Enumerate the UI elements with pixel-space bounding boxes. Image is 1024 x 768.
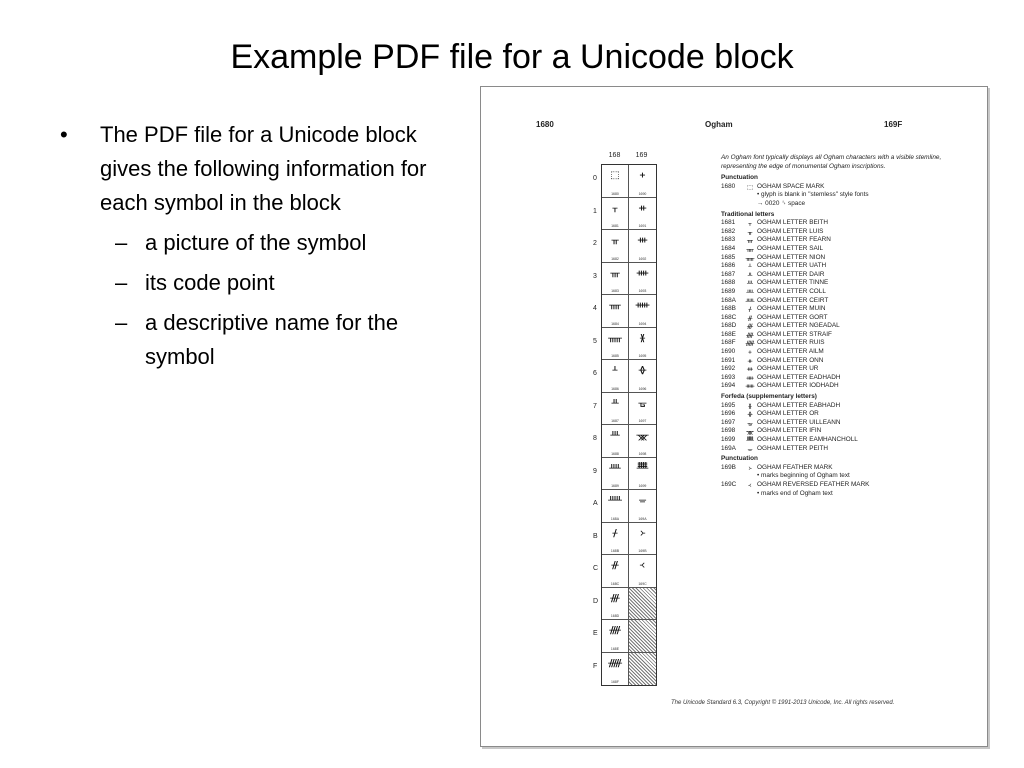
code-chart-grid bbox=[593, 164, 657, 686]
code-point: 168F bbox=[611, 680, 619, 684]
name-entry bbox=[721, 436, 971, 445]
glyph-cell bbox=[629, 490, 656, 522]
row-label: 6 bbox=[593, 370, 597, 377]
row-label: D bbox=[593, 597, 599, 605]
name-entry bbox=[721, 464, 971, 473]
entry-glyph: ᚏ bbox=[745, 339, 755, 348]
entry-glyph: ᚐ bbox=[748, 348, 752, 357]
code-point: 1689 bbox=[611, 484, 619, 488]
entry-note: → 0020 ␠ space bbox=[757, 199, 806, 207]
entry-code: 1680 bbox=[721, 182, 736, 190]
entry-name: OGHAM LETTER LUIS bbox=[757, 227, 824, 235]
entry-name: OGHAM LETTER GORT bbox=[757, 313, 828, 321]
entry-glyph: ᚄ bbox=[746, 244, 754, 253]
name-entry bbox=[721, 348, 971, 357]
entry-name: OGHAM REVERSED FEATHER MARK bbox=[757, 480, 870, 488]
glyph: ᚉ bbox=[609, 462, 621, 474]
entry-code: 1688 bbox=[721, 279, 736, 287]
name-entry bbox=[721, 322, 971, 331]
code-chart-row bbox=[593, 523, 656, 556]
code-chart-row bbox=[593, 263, 656, 296]
sub-bullet-text: a picture of the symbol bbox=[145, 230, 367, 255]
name-entry bbox=[721, 402, 971, 411]
glyph-cell bbox=[602, 360, 629, 392]
entry-note: • marks end of Ogham text bbox=[757, 489, 833, 497]
entry-glyph: ᚕ bbox=[748, 401, 752, 410]
entry-note: • marks beginning of Ogham text bbox=[757, 472, 850, 480]
code-point: 169A bbox=[638, 516, 647, 521]
entry-name: OGHAM LETTER EADHADH bbox=[757, 373, 841, 381]
row-label: 2 bbox=[593, 240, 597, 247]
entry-code: 1692 bbox=[721, 365, 736, 373]
entry-name: OGHAM LETTER ONN bbox=[757, 356, 824, 364]
glyph: ᚗ bbox=[638, 397, 647, 409]
entry-glyph: ᚂ bbox=[747, 227, 753, 236]
entry-name: OGHAM LETTER UATH bbox=[757, 262, 827, 270]
code-point: 1695 bbox=[638, 354, 647, 358]
glyph-cell bbox=[602, 328, 629, 360]
code-chart-row bbox=[593, 425, 656, 458]
name-entry bbox=[721, 419, 971, 428]
glyph-cell bbox=[602, 165, 629, 197]
glyph: ᚈ bbox=[610, 430, 620, 441]
unassigned-cell bbox=[629, 653, 656, 686]
entry-code: 1698 bbox=[721, 427, 736, 435]
entry-glyph: ᚔ bbox=[745, 382, 755, 391]
glyph: ᚍ bbox=[610, 592, 620, 604]
name-entry bbox=[721, 279, 971, 288]
glyph-cell bbox=[602, 653, 629, 686]
code-point: 1692 bbox=[638, 256, 647, 261]
entry-glyph: ᚙ bbox=[746, 436, 754, 444]
glyph: ᚑ bbox=[638, 202, 647, 214]
code-chart-row bbox=[593, 588, 656, 621]
entry-code: 1689 bbox=[721, 287, 736, 295]
code-point: 1680 bbox=[611, 191, 619, 196]
code-point: 1696 bbox=[638, 386, 647, 391]
code-point: 1697 bbox=[638, 419, 647, 423]
code-point: 168D bbox=[610, 614, 620, 618]
entry-code: 1691 bbox=[721, 356, 736, 364]
glyph-cell bbox=[629, 555, 656, 587]
row-label: 8 bbox=[593, 435, 597, 442]
pdf-block-name: Ogham bbox=[705, 120, 733, 129]
glyph: ᚖ bbox=[638, 365, 647, 376]
glyph-cell bbox=[602, 263, 629, 295]
entry-code: 168A bbox=[721, 296, 736, 304]
bullet-marker: • bbox=[60, 122, 68, 147]
name-entry bbox=[721, 357, 971, 366]
entry-glyph: ᚒ bbox=[747, 365, 753, 374]
glyph-cell bbox=[629, 523, 656, 555]
entry-name: OGHAM LETTER SAIL bbox=[757, 244, 824, 252]
row-label: 4 bbox=[593, 305, 597, 312]
name-entry bbox=[721, 254, 971, 263]
entry-name: OGHAM LETTER UILLEANN bbox=[757, 418, 841, 426]
entry-name: OGHAM FEATHER MARK bbox=[757, 463, 833, 471]
name-entry bbox=[721, 339, 971, 348]
name-entry bbox=[721, 305, 971, 314]
glyph-cell bbox=[629, 458, 656, 490]
sub-bullet-text: a descriptive name for the symbol bbox=[145, 310, 399, 369]
glyph: ᚐ bbox=[640, 170, 645, 181]
entry-name: OGHAM LETTER BEITH bbox=[757, 219, 829, 227]
code-point: 1688 bbox=[611, 451, 619, 456]
glyph-cell bbox=[629, 198, 656, 230]
pdf-page-image bbox=[480, 86, 988, 747]
name-entry bbox=[721, 427, 971, 436]
glyph: ᚃ bbox=[610, 267, 620, 279]
sub-bullet-marker: – bbox=[115, 270, 128, 295]
sub-bullet-item bbox=[60, 306, 430, 374]
code-point: 1693 bbox=[638, 289, 647, 293]
row-label: 9 bbox=[593, 467, 597, 475]
entry-glyph: ᚆ bbox=[748, 262, 752, 271]
glyph: ᚒ bbox=[637, 235, 648, 246]
entry-glyph: ᚇ bbox=[747, 270, 753, 279]
name-entry bbox=[721, 288, 971, 297]
row-label: 7 bbox=[593, 402, 597, 410]
glyph-cell bbox=[629, 165, 656, 197]
glyph-cell bbox=[629, 230, 656, 262]
section-heading: Traditional letters bbox=[721, 210, 775, 218]
code-chart-row bbox=[593, 458, 656, 491]
glyph: ᚄ bbox=[609, 300, 621, 311]
entry-code: 1690 bbox=[721, 348, 736, 356]
code-chart-row bbox=[593, 295, 656, 328]
pdf-range-start: 1680 bbox=[536, 120, 554, 129]
code-point: 1685 bbox=[611, 354, 619, 358]
name-entry bbox=[721, 262, 971, 271]
glyph: ᚙ bbox=[636, 462, 649, 474]
row-label: B bbox=[593, 532, 598, 540]
name-entry bbox=[721, 236, 971, 245]
code-point: 1691 bbox=[638, 224, 647, 228]
pdf-range-end: 169F bbox=[884, 120, 903, 129]
code-point: 168C bbox=[610, 581, 620, 586]
unassigned-cell bbox=[629, 588, 656, 620]
glyph-cell bbox=[629, 263, 656, 295]
name-entry bbox=[721, 374, 971, 383]
glyph: ᚁ bbox=[612, 202, 618, 214]
entry-code: 169C bbox=[721, 480, 737, 488]
glyph: ᚚ bbox=[639, 495, 646, 506]
row-label: 1 bbox=[593, 207, 597, 215]
glyph-cell bbox=[602, 523, 629, 555]
name-entry bbox=[721, 271, 971, 280]
entry-code: 1695 bbox=[721, 401, 736, 409]
name-entry bbox=[721, 365, 971, 374]
entry-name: OGHAM LETTER TINNE bbox=[757, 279, 829, 287]
name-entry bbox=[721, 297, 971, 306]
glyph: ᚇ bbox=[611, 397, 619, 409]
entry-name: OGHAM LETTER COLL bbox=[757, 287, 826, 295]
glyph: ᚅ bbox=[608, 332, 622, 344]
entry-code: 168B bbox=[721, 305, 736, 313]
entry-name: OGHAM LETTER NION bbox=[757, 253, 826, 261]
name-entry bbox=[721, 183, 971, 192]
code-point: 1684 bbox=[611, 321, 619, 326]
entry-code: 169B bbox=[721, 463, 736, 471]
entry-code: 1697 bbox=[721, 418, 736, 426]
entry-name: OGHAM LETTER AILM bbox=[757, 348, 824, 356]
entry-name: OGHAM LETTER IODHADH bbox=[757, 382, 839, 390]
entry-name: OGHAM SPACE MARK bbox=[757, 182, 825, 190]
section-heading: Forfeda (supplementary letters) bbox=[721, 393, 817, 401]
glyph-cell bbox=[602, 295, 629, 327]
entry-name: OGHAM LETTER EABHADH bbox=[757, 401, 841, 409]
row-label: F bbox=[593, 662, 598, 670]
code-chart-row bbox=[593, 653, 656, 686]
entry-glyph: ᚈ bbox=[747, 279, 753, 288]
code-point: 1682 bbox=[611, 256, 619, 261]
entry-glyph: ᚚ bbox=[747, 444, 753, 453]
glyph-cell bbox=[629, 328, 656, 360]
entry-name: OGHAM LETTER NGEADAL bbox=[757, 322, 840, 330]
code-chart-row bbox=[593, 360, 656, 393]
glyph: ᚏ bbox=[608, 657, 622, 669]
name-entry bbox=[721, 410, 971, 419]
code-point: 1699 bbox=[638, 484, 647, 488]
glyph-cell bbox=[602, 588, 629, 620]
code-point: 168B bbox=[610, 549, 620, 553]
code-chart-row bbox=[593, 555, 656, 588]
glyph-cell bbox=[629, 295, 656, 327]
glyph: ᚆ bbox=[612, 365, 618, 376]
glyph: ᚌ bbox=[611, 560, 619, 571]
glyph: ᚘ bbox=[636, 430, 649, 441]
glyph: ᚋ bbox=[612, 527, 618, 539]
entry-code: 1699 bbox=[721, 436, 736, 443]
entry-code: 168D bbox=[721, 322, 737, 330]
glyph-cell bbox=[602, 425, 629, 457]
code-point: 1690 bbox=[638, 191, 647, 196]
glyph: ᚜ bbox=[639, 560, 646, 571]
section-heading: Punctuation bbox=[721, 174, 758, 182]
code-point: 168A bbox=[610, 516, 620, 521]
glyph-cell bbox=[629, 425, 656, 457]
name-entry bbox=[721, 228, 971, 237]
code-point: 1686 bbox=[611, 386, 619, 391]
sub-bullet-item bbox=[60, 266, 430, 300]
entry-name: OGHAM LETTER OR bbox=[757, 410, 819, 418]
entry-glyph: ᚁ bbox=[748, 219, 752, 228]
entry-code: 168F bbox=[721, 339, 736, 347]
code-chart-row bbox=[593, 328, 656, 361]
glyph-cell bbox=[602, 198, 629, 230]
code-point: 169C bbox=[638, 581, 647, 586]
code-chart-row bbox=[593, 620, 656, 653]
code-chart-row bbox=[593, 165, 656, 198]
glyph: ᚛ bbox=[639, 527, 646, 539]
column-header: 168 bbox=[608, 152, 621, 159]
bullet-item bbox=[60, 118, 430, 220]
glyph-cell bbox=[629, 360, 656, 392]
code-point: 169B bbox=[638, 549, 647, 553]
entry-code: 169A bbox=[721, 444, 736, 452]
slide-title: Example PDF file for a Unicode block bbox=[230, 38, 794, 76]
column-header: 169 bbox=[635, 152, 648, 159]
code-point: 1694 bbox=[638, 321, 647, 326]
entry-glyph: ᚛ bbox=[748, 463, 752, 472]
entry-name: OGHAM LETTER MUIN bbox=[757, 305, 826, 313]
glyph: ᚓ bbox=[636, 267, 649, 279]
row-label: C bbox=[593, 565, 599, 572]
entry-code: 168E bbox=[721, 330, 736, 338]
code-chart-row bbox=[593, 230, 656, 263]
entry-name: OGHAM LETTER STRAIF bbox=[757, 330, 832, 338]
glyph: ᚊ bbox=[608, 495, 622, 506]
entry-name: OGHAM LETTER UR bbox=[757, 365, 819, 373]
glyph-cell bbox=[629, 393, 656, 425]
entry-code: 1682 bbox=[721, 227, 736, 235]
entry-glyph: ᚜ bbox=[748, 480, 752, 489]
entry-glyph: ᚉ bbox=[746, 287, 754, 296]
entry-glyph: ᚗ bbox=[747, 418, 753, 427]
bullet-list bbox=[60, 118, 430, 374]
entry-glyph: ᚃ bbox=[747, 236, 753, 245]
name-entry bbox=[721, 219, 971, 228]
names-intro: An Ogham font typically displays all Ogham characters with a visible stemline, representing the edge of monumental Ogham inscriptions. bbox=[721, 154, 942, 170]
pdf-footer: The Unicode Standard 6.3, Copyright © 1991-2013 Unicode, Inc. All rights reserved. bbox=[671, 700, 895, 706]
glyph-cell bbox=[602, 230, 629, 262]
sub-bullet-marker: – bbox=[115, 310, 128, 335]
unassigned-cell bbox=[629, 620, 656, 652]
names-sections bbox=[721, 174, 971, 498]
name-entry bbox=[721, 481, 971, 490]
entry-code: 1683 bbox=[721, 236, 736, 244]
entry-name: OGHAM LETTER IFIN bbox=[757, 427, 822, 435]
entry-name: OGHAM LETTER RUIS bbox=[757, 339, 825, 347]
entry-glyph: ᚌ bbox=[747, 313, 753, 322]
sub-bullet-marker: – bbox=[115, 230, 128, 255]
name-entry bbox=[721, 314, 971, 323]
entry-glyph: ᚎ bbox=[746, 330, 754, 339]
glyph: ᚔ bbox=[635, 300, 650, 311]
entry-glyph: ᚑ bbox=[747, 356, 753, 365]
entry-glyph: ᚅ bbox=[745, 253, 755, 262]
code-point: 1687 bbox=[611, 419, 619, 423]
code-point: 1683 bbox=[611, 289, 619, 293]
entry-name: OGHAM LETTER FEARN bbox=[757, 236, 831, 244]
entry-code: 1693 bbox=[721, 373, 736, 381]
entry-code: 1686 bbox=[721, 262, 736, 270]
glyph: ᚂ bbox=[611, 235, 619, 246]
sub-bullet-item bbox=[60, 226, 430, 260]
glyph: ⬚ bbox=[610, 170, 620, 181]
glyph-cell bbox=[602, 490, 629, 522]
glyph-cell bbox=[602, 620, 629, 652]
row-label: 3 bbox=[593, 272, 597, 280]
name-entry bbox=[721, 382, 971, 391]
code-chart-row bbox=[593, 490, 656, 523]
section-heading: Punctuation bbox=[721, 455, 758, 463]
bullet-text: The PDF file for a Unicode block gives the following information for each symbol in the block bbox=[100, 122, 427, 215]
entry-name: OGHAM LETTER PEITH bbox=[757, 444, 829, 452]
entry-glyph: ᚋ bbox=[748, 305, 752, 314]
row-label: 0 bbox=[593, 175, 597, 182]
code-chart-row bbox=[593, 198, 656, 231]
entry-code: 1694 bbox=[721, 382, 736, 390]
entry-code: 1681 bbox=[721, 219, 736, 227]
entry-name: OGHAM LETTER EAMHANCHOLL bbox=[757, 436, 858, 443]
entry-name: OGHAM LETTER DAIR bbox=[757, 270, 825, 278]
code-point: 1681 bbox=[611, 224, 619, 228]
entry-glyph: ᚘ bbox=[746, 427, 754, 436]
entry-name: OGHAM LETTER CEIRT bbox=[757, 296, 829, 304]
row-label: A bbox=[593, 500, 598, 507]
entry-code: 1687 bbox=[721, 270, 736, 278]
glyph: ᚕ bbox=[640, 332, 645, 344]
code-point: 1698 bbox=[638, 451, 647, 456]
name-entry bbox=[721, 245, 971, 254]
row-label: E bbox=[593, 630, 598, 637]
name-entry bbox=[721, 445, 971, 454]
code-chart-row bbox=[593, 393, 656, 426]
entry-glyph: ⬚ bbox=[746, 182, 754, 191]
entry-glyph: ᚍ bbox=[747, 322, 753, 331]
entry-note: • glyph is blank in "stemless" style fonts bbox=[757, 191, 869, 199]
glyph-cell bbox=[602, 458, 629, 490]
code-point: 168E bbox=[610, 646, 620, 651]
entry-code: 168C bbox=[721, 313, 737, 321]
entry-code: 1685 bbox=[721, 253, 736, 261]
name-entry bbox=[721, 331, 971, 340]
entry-code: 1684 bbox=[721, 244, 736, 252]
glyph: ᚎ bbox=[609, 625, 621, 636]
entry-glyph: ᚖ bbox=[747, 410, 753, 419]
glyph-cell bbox=[602, 555, 629, 587]
entry-code: 1696 bbox=[721, 410, 736, 418]
glyph-cell bbox=[602, 393, 629, 425]
entry-glyph: ᚊ bbox=[745, 296, 755, 305]
row-label: 5 bbox=[593, 337, 597, 345]
sub-bullet-text: its code point bbox=[145, 270, 275, 295]
entry-glyph: ᚓ bbox=[746, 373, 754, 382]
names-list bbox=[721, 154, 971, 498]
